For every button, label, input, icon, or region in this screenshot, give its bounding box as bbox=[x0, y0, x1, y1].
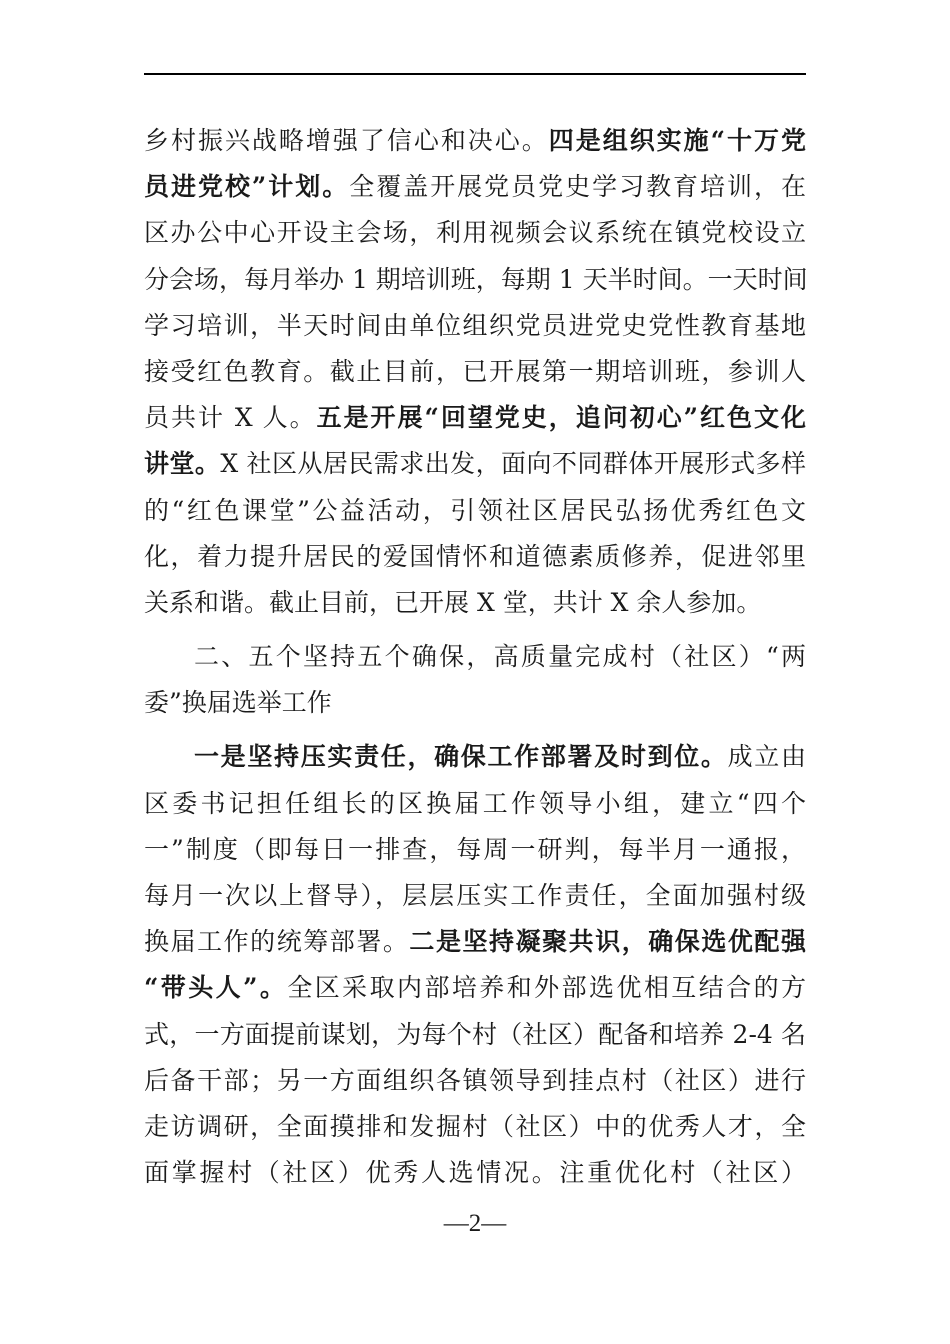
text-line bbox=[144, 965, 806, 1011]
text-line: 接受红色教育。截止目前，已开展第一期培训班，参训人 bbox=[144, 356, 806, 386]
text-run: 乡村振兴战略增强了信心和决心。 bbox=[144, 126, 549, 155]
text-run: 员共计 X 人。 bbox=[144, 403, 317, 433]
text-line: 后备干部；另一方面组织各镇领导到挂点村（社区）进行 bbox=[144, 1065, 806, 1095]
text-line: 的“红色课堂”公益活动，引领社区居民弘扬优秀红色文 bbox=[144, 495, 806, 525]
text-run: 全区采取内部培养和外部选优相互结合的方 bbox=[287, 973, 806, 1003]
text-line bbox=[144, 118, 806, 164]
bold-text-run: 一是坚持压实责任，确保工作部署及时到位。 bbox=[194, 742, 728, 772]
text-line: 式，一方面提前谋划，为每个村（社区）配备和培养 2-4 名 bbox=[144, 1019, 806, 1049]
text-line: 化，着力提升居民的爱国情怀和道德素质修养，促进邻里 bbox=[144, 541, 806, 571]
text-run: X 社区从居民需求出发，面向不同群体开展形式多样 bbox=[220, 449, 806, 479]
bold-text-run: 二是坚持凝聚共识，确保选优配强 bbox=[409, 927, 806, 957]
text-line bbox=[144, 395, 806, 441]
section-heading bbox=[144, 634, 806, 726]
text-line: 面掌握村（社区）优秀人选情况。注重优化村（社区） bbox=[144, 1158, 806, 1188]
bold-text-run: 员进党校”计划。 bbox=[144, 172, 350, 202]
paragraph-gap bbox=[144, 626, 806, 634]
text-line: 走访调研，全面摸排和发掘村（社区）中的优秀人才，全 bbox=[144, 1111, 806, 1141]
text-line bbox=[144, 734, 806, 780]
text-run: 全覆盖开展党员党史学习教育培训，在 bbox=[349, 172, 806, 202]
text-line: 学习培训，半天时间由单位组织党员进党史党性教育基地 bbox=[144, 310, 806, 340]
bold-text-run: 四是组织实施“十万党 bbox=[548, 126, 806, 155]
bold-text-run: “带头人”。 bbox=[144, 973, 288, 1003]
paragraph-gap bbox=[144, 726, 806, 734]
text-line: 区办公中心开设主会场，利用视频会议系统在镇党校设立 bbox=[144, 218, 806, 248]
text-line: 一”制度（即每日一排查，每周一研判，每半月一通报， bbox=[144, 834, 806, 864]
text-run: 换届工作的统筹部署。 bbox=[144, 927, 410, 957]
paragraph-section-two bbox=[144, 734, 806, 1196]
paragraph-continuation bbox=[144, 118, 806, 626]
text-line: 区委书记担任组长的区换届工作领导小组，建立“四个 bbox=[144, 788, 806, 818]
text-run: 成立由 bbox=[727, 742, 806, 772]
text-line bbox=[144, 919, 806, 965]
text-line bbox=[144, 164, 806, 210]
text-line: 分会场，每月举办 1 期培训班，每期 1 天半时间。一天时间 bbox=[144, 264, 808, 294]
heading-line: 二、五个坚持五个确保，高质量完成村（社区）“两 bbox=[194, 642, 806, 672]
text-line: 每月一次以上督导），层层压实工作责任，全面加强村级 bbox=[144, 881, 806, 910]
text-line: 关系和谐。截止目前，已开展 X 堂，共计 X 余人参加。 bbox=[144, 587, 762, 617]
page-number: —2— bbox=[443, 1210, 507, 1237]
document-body bbox=[144, 118, 806, 1196]
text-line bbox=[144, 441, 806, 487]
bold-text-run: 讲堂。 bbox=[144, 449, 221, 479]
bold-text-run: 五是开展“回望党史，追问初心”红色文化 bbox=[316, 403, 806, 433]
heading-line: 委”换届选举工作 bbox=[144, 688, 332, 718]
header-rule bbox=[144, 73, 806, 75]
